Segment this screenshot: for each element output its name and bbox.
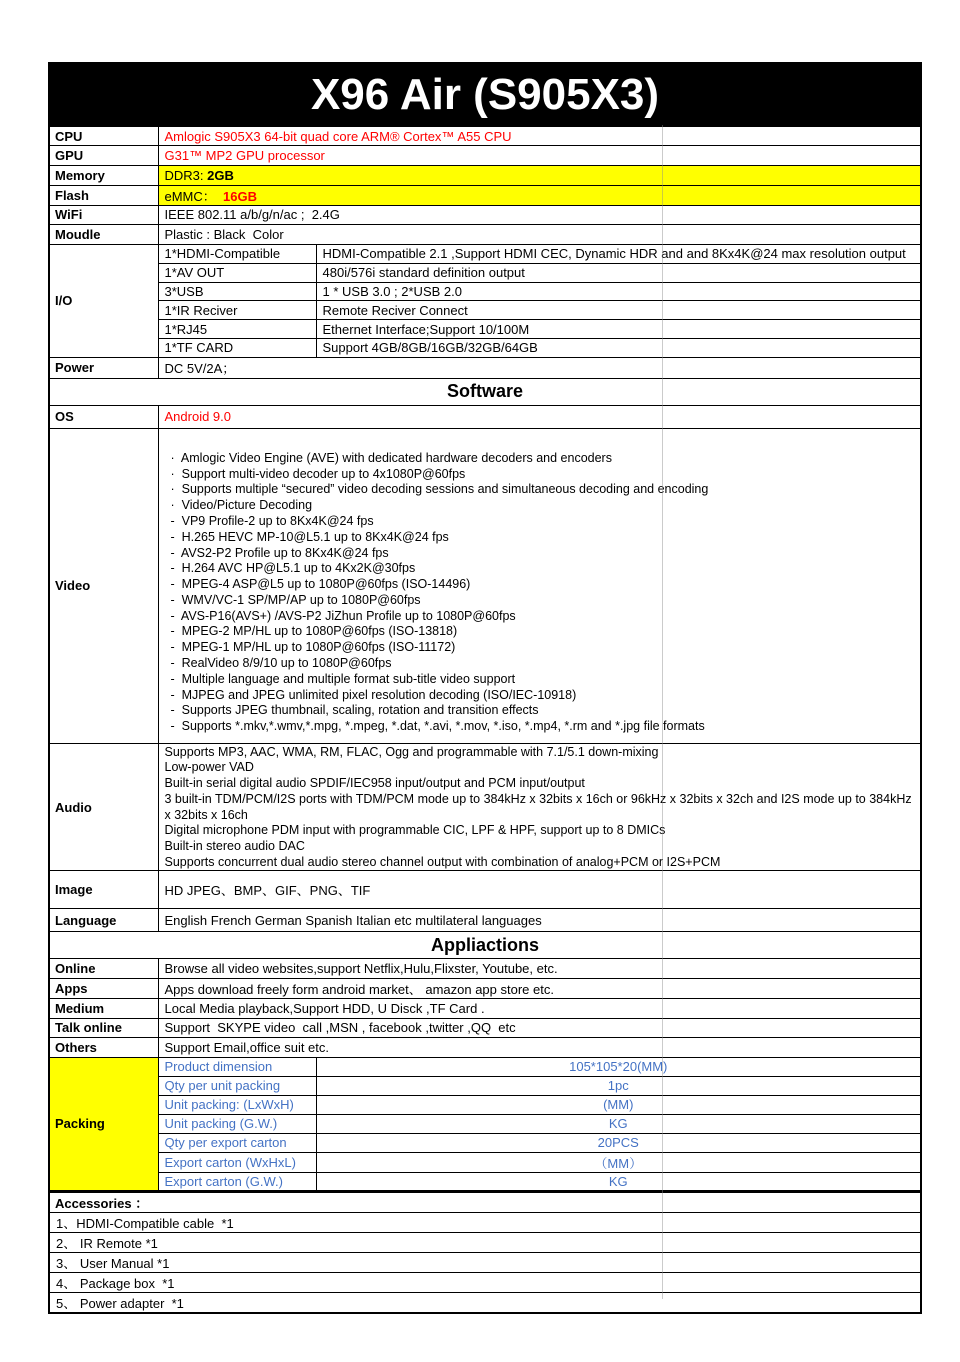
- row-medium: [49, 998, 921, 1018]
- wifi-label: WiFi: [49, 205, 158, 225]
- moudle-label: Moudle: [49, 225, 158, 245]
- video-line: - Supports *.mkv,*.wmv,*.mpg, *.mpeg, *.dat, *.avi, *.mov, *.iso, *.mp4, *.rm and *.jpg file formats: [170, 719, 705, 734]
- packing-value-1: 1pc: [316, 1076, 921, 1095]
- flash-size: 16GB: [223, 188, 257, 204]
- video-label: Video: [49, 428, 158, 743]
- io-desc-5: Support 4GB/8GB/16GB/32GB/64GB: [316, 338, 921, 357]
- gpu-value: G31™ MP2 GPU processor: [158, 146, 921, 166]
- row-packing-4: [49, 1133, 921, 1152]
- cpu-value: Amlogic S905X3 64-bit quad core ARM® Cortex™ A55 CPU: [158, 126, 921, 146]
- packing-name-1: Qty per unit packing: [158, 1076, 316, 1095]
- io-desc-4: Ethernet Interface;Support 10/100M: [316, 320, 921, 339]
- video-line: - VP9 Profile-2 up to 8Kx4K@24 fps: [170, 513, 374, 528]
- row-io-4: [49, 320, 921, 339]
- talk-online-value: Support SKYPE video call ,MSN , facebook ,twitter ,QQ etc: [158, 1018, 921, 1038]
- row-flash: [49, 185, 921, 205]
- accessory-item-3: 4、 Package box *1: [49, 1272, 921, 1292]
- spec-table: [48, 62, 922, 1314]
- audio-line: Digital microphone PDM input with programmable CIC, LPF & HPF, support up to 8 DMICs: [164, 823, 666, 838]
- row-accessory-2: [49, 1252, 921, 1272]
- power-label: Power: [49, 357, 158, 378]
- image-value: HD JPEG、BMP、GIF、PNG、TIF: [158, 871, 921, 909]
- row-talk-online: [49, 1018, 921, 1038]
- row-accessory-3: [49, 1272, 921, 1292]
- row-packing-2: [49, 1095, 921, 1114]
- row-accessory-4: [49, 1292, 921, 1313]
- packing-value-4: 20PCS: [316, 1133, 921, 1152]
- row-packing-6: [49, 1172, 921, 1191]
- row-packing-1: [49, 1076, 921, 1095]
- video-line: - MPEG-2 MP/HL up to 1080P@60fps (ISO-13818): [170, 624, 458, 639]
- audio-label: Audio: [49, 743, 158, 871]
- online-label: Online: [49, 959, 158, 979]
- packing-name-5: Export carton (WxHxL): [158, 1152, 316, 1172]
- io-port-1: 1*AV OUT: [158, 263, 316, 282]
- title-row: [49, 63, 921, 126]
- page-title: X96 Air (S905X3): [49, 63, 921, 126]
- video-feature-list: [158, 428, 921, 743]
- video-line: - H.265 HEVC MP-10@L5.1 up to 8Kx4K@24 fps: [170, 529, 449, 544]
- talk-online-label: Talk online: [49, 1018, 158, 1038]
- io-port-5: 1*TF CARD: [158, 338, 316, 357]
- audio-line: Built-in stereo audio DAC: [164, 838, 305, 853]
- packing-name-2: Unit packing: (LxWxH): [158, 1095, 316, 1114]
- apps-value: Apps download freely form android market、 amazon app store etc.: [158, 978, 921, 998]
- packing-label: Packing: [49, 1057, 158, 1191]
- io-port-4: 1*RJ45: [158, 320, 316, 339]
- os-value: Android 9.0: [158, 405, 921, 428]
- audio-line: Low-power VAD: [164, 760, 254, 775]
- row-moudle: [49, 225, 921, 245]
- video-line: · Amlogic Video Engine (AVE) with dedicated hardware decoders and encoders: [170, 450, 612, 465]
- row-accessories-header: [49, 1191, 921, 1212]
- video-line: - MPEG-1 MP/HL up to 1080P@60fps (ISO-11172): [170, 640, 456, 655]
- flash-label: Flash: [49, 185, 158, 205]
- row-software-header: [49, 378, 921, 405]
- packing-name-6: Export carton (G.W.): [158, 1172, 316, 1191]
- accessories-title: Accessories ：: [49, 1191, 921, 1212]
- medium-label: Medium: [49, 998, 158, 1018]
- memory-size: 2GB: [207, 167, 234, 183]
- io-port-3: 1*IR Reciver: [158, 301, 316, 320]
- image-label: Image: [49, 871, 158, 909]
- audio-line: Supports MP3, AAC, WMA, RM, FLAC, Ogg and programmable with 7.1/5.1 down-mixing: [164, 744, 659, 759]
- wifi-value: IEEE 802.11 a/b/g/n/ac ; 2.4G: [158, 205, 921, 225]
- cpu-label: CPU: [49, 126, 158, 146]
- row-io-1: [49, 263, 921, 282]
- row-cpu: [49, 126, 921, 146]
- online-value: Browse all video websites,support Netflix,Hulu,Flixster, Youtube, etc.: [158, 959, 921, 979]
- os-label: OS: [49, 405, 158, 428]
- row-packing-3: [49, 1114, 921, 1133]
- row-packing-0: [49, 1057, 921, 1076]
- flash-value: [158, 185, 921, 205]
- row-gpu: [49, 146, 921, 166]
- row-accessory-0: [49, 1212, 921, 1232]
- memory-label: Memory: [49, 165, 158, 185]
- row-accessory-1: [49, 1232, 921, 1252]
- language-label: Language: [49, 909, 158, 932]
- audio-feature-list: [158, 743, 921, 871]
- packing-value-5: （MM）: [316, 1152, 921, 1172]
- video-line: · Video/Picture Decoding: [170, 498, 313, 513]
- row-video: [49, 428, 921, 743]
- row-io-5: [49, 338, 921, 357]
- row-online: [49, 959, 921, 979]
- accessory-item-4: 5、 Power adapter *1: [49, 1292, 921, 1313]
- software-section-title: Software: [49, 378, 921, 405]
- video-line: - MJPEG and JPEG unlimited pixel resolution decoding (ISO/IEC-10918): [170, 687, 577, 702]
- power-value: DC 5V/2A；: [158, 357, 921, 378]
- others-value: Support Email,office suit etc.: [158, 1038, 921, 1058]
- row-io-2: [49, 282, 921, 301]
- io-desc-1: 480i/576i standard definition output: [316, 263, 921, 282]
- io-desc-3: Remote Reciver Connect: [316, 301, 921, 320]
- language-value: English French German Spanish Italian etc multilateral languages: [158, 909, 921, 932]
- row-applications-header: [49, 932, 921, 959]
- video-line: - AVS-P16(AVS+) /AVS-P2 JiZhun Profile up to 1080P@60fps: [170, 608, 516, 623]
- row-power: [49, 357, 921, 378]
- flash-type: eMMC：: [164, 188, 224, 204]
- video-line: · Supports multiple “secured” video decoding sessions and simultaneous decoding and encoding: [170, 482, 709, 497]
- video-line: - MPEG-4 ASP@L5 up to 1080P@60fps (ISO-14496): [170, 577, 471, 592]
- video-line: - WMV/VC-1 SP/MP/AP up to 1080P@60fps: [170, 592, 421, 607]
- row-language: [49, 909, 921, 932]
- packing-value-3: KG: [316, 1114, 921, 1133]
- packing-value-2: (MM): [316, 1095, 921, 1114]
- row-io-3: [49, 301, 921, 320]
- packing-name-3: Unit packing (G.W.): [158, 1114, 316, 1133]
- packing-value-0: 105*105*20(MM): [316, 1057, 921, 1076]
- video-line: - Supports JPEG thumbnail, scaling, rotation and transition effects: [170, 703, 539, 718]
- video-line: - Multiple language and multiple format sub-title video support: [170, 671, 516, 686]
- audio-line: Supports concurrent dual audio stereo channel output with combination of analog+PCM or I2S+PCM: [164, 854, 721, 869]
- apps-label: Apps: [49, 978, 158, 998]
- io-port-2: 3*USB: [158, 282, 316, 301]
- accessory-item-0: 1、HDMI-Compatible cable *1: [49, 1212, 921, 1232]
- row-audio: [49, 743, 921, 871]
- packing-value-6: KG: [316, 1172, 921, 1191]
- video-line: - H.264 AVC HP@L5.1 up to 4Kx2K@30fps: [170, 561, 416, 576]
- io-desc-0: HDMI-Compatible 2.1 ,Support HDMI CEC, Dynamic HDR and and 8Kx4K@24 max resolution output: [316, 244, 921, 263]
- moudle-value: Plastic : Black Color: [158, 225, 921, 245]
- memory-value: [158, 165, 921, 185]
- accessory-item-1: 2、 IR Remote *1: [49, 1232, 921, 1252]
- video-line: - RealVideo 8/9/10 up to 1080P@60fps: [170, 656, 392, 671]
- io-port-0: 1*HDMI-Compatible: [158, 244, 316, 263]
- accessory-item-2: 3、 User Manual *1: [49, 1252, 921, 1272]
- memory-type: DDR3:: [164, 167, 208, 183]
- video-line: · Support multi-video decoder up to 4x1080P@60fps: [170, 466, 466, 481]
- row-apps: [49, 978, 921, 998]
- audio-line: Built-in serial digital audio SPDIF/IEC958 input/output and PCM input/output: [164, 776, 585, 791]
- audio-line: 3 built-in TDM/PCM/I2S ports with TDM/PCM mode up to 384kHz x 32bits x 16ch or 96kHz x 32bits x 32ch and I2S mode up to 384kHz x 32bits x 16ch: [164, 791, 912, 822]
- io-desc-2: 1 * USB 3.0 ; 2*USB 2.0: [316, 282, 921, 301]
- row-packing-5: [49, 1152, 921, 1172]
- applications-section-title: Appliactions: [49, 932, 921, 959]
- packing-name-4: Qty per export carton: [158, 1133, 316, 1152]
- io-label: I/O: [49, 244, 158, 357]
- row-image: [49, 871, 921, 909]
- row-others: [49, 1038, 921, 1058]
- others-label: Others: [49, 1038, 158, 1058]
- row-os: [49, 405, 921, 428]
- row-io-0: [49, 244, 921, 263]
- row-memory: [49, 165, 921, 185]
- gpu-label: GPU: [49, 146, 158, 166]
- medium-value: Local Media playback,Support HDD, U Disck ,TF Card .: [158, 998, 921, 1018]
- row-wifi: [49, 205, 921, 225]
- packing-name-0: Product dimension: [158, 1057, 316, 1076]
- video-line: - AVS2-P2 Profile up to 8Kx4K@24 fps: [170, 545, 389, 560]
